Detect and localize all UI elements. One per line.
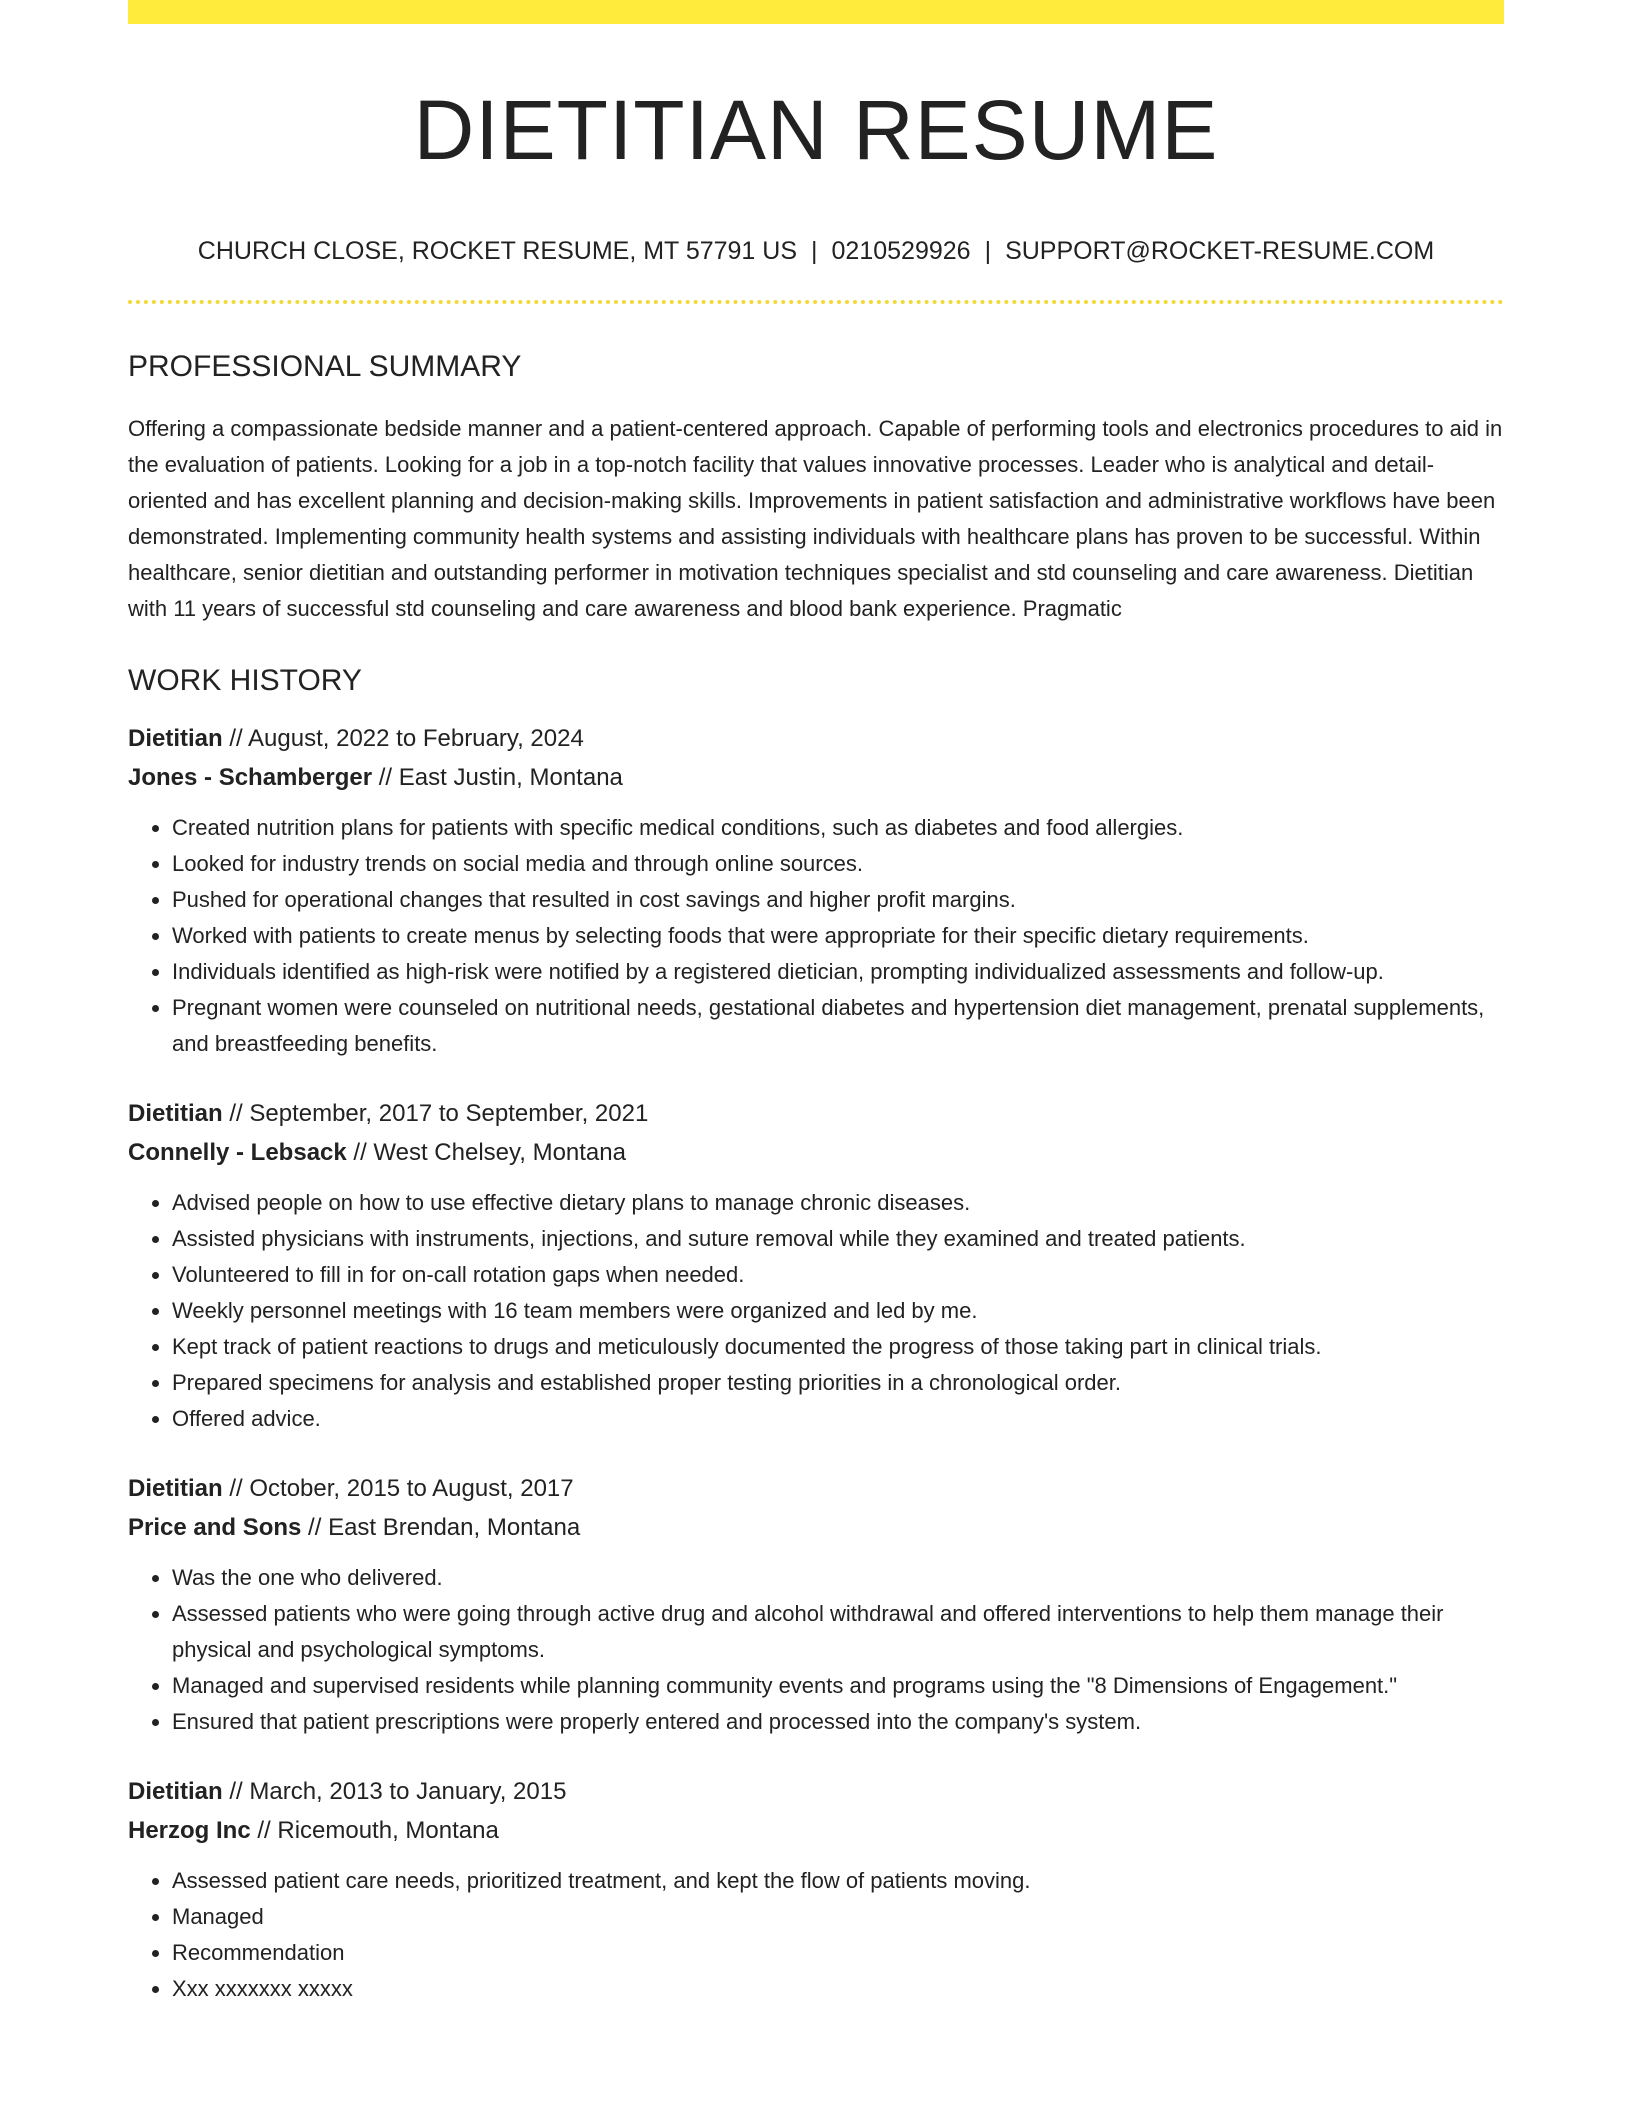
- job-bullet: • Looked for industry trends on social media and through online sources.: [172, 846, 1504, 882]
- job-bullet: • Pregnant women were counseled on nutritional needs, gestational diabetes and hypertension diet management, prenatal supplements, and breastfeeding benefits.: [172, 990, 1504, 1062]
- job-location: // West Chelsey, Montana: [346, 1139, 626, 1167]
- job-entry: [128, 1772, 1504, 2007]
- accent-top-bar: [128, 0, 1504, 24]
- job-bullet: • Pushed for operational changes that resulted in cost savings and higher profit margins.: [172, 882, 1504, 918]
- job-title: Dietitian: [128, 1778, 223, 1806]
- job-bullets: [128, 1560, 1504, 1740]
- contact-separator: |: [984, 237, 992, 266]
- job-bullet: • Xxx xxxxxxx xxxxx: [172, 1971, 1504, 2007]
- job-entry: [128, 1094, 1504, 1437]
- job-bullet: • Volunteered to fill in for on-call rotation gaps when needed.: [172, 1257, 1504, 1293]
- job-company: Connelly - Lebsack: [128, 1139, 347, 1167]
- job-company-line: [128, 1508, 1504, 1547]
- contact-email: SUPPORT@ROCKET-RESUME.COM: [1005, 237, 1435, 266]
- job-title: Dietitian: [128, 725, 223, 753]
- job-entry: [128, 1469, 1504, 1740]
- job-bullet: • Advised people on how to use effective dietary plans to manage chronic diseases.: [172, 1185, 1504, 1221]
- job-company-line: [128, 758, 1504, 797]
- job-bullets: [128, 810, 1504, 1062]
- work-history-heading: WORK HISTORY: [128, 664, 362, 698]
- job-bullet: • Assessed patients who were going through active drug and alcohol withdrawal and offered interventions to help them manage their physical and psychological symptoms.: [172, 1596, 1504, 1668]
- job-title: Dietitian: [128, 1100, 223, 1128]
- job-company: Jones - Schamberger: [128, 764, 373, 792]
- job-dates: // March, 2013 to January, 2015: [222, 1778, 567, 1806]
- contact-line: [128, 236, 1504, 266]
- job-bullet: • Individuals identified as high-risk were notified by a registered dietician, prompting individualized assessments and follow-up.: [172, 954, 1504, 990]
- contact-address: CHURCH CLOSE, ROCKET RESUME, MT 57791 US: [197, 237, 798, 266]
- summary-text: Offering a compassionate bedside manner and a patient-centered approach. Capable of performing tools and electronics procedures to aid in the evaluation of patients. Looking for a job in a top-notch facility that values innovative processes. Leader who is analytical and detail-oriented and has excellent planning and decision-making skills. Improvements in patient satisfaction and administrative workflows have been demonstrated. Implementing community health systems and assisting individuals with healthcare plans has proven to be successful. Within healthcare, senior dietitian and outstanding performer in motivation techniques specialist and std counseling and care awareness. Dietitian with 11 years of successful std counseling and care awareness and blood bank experience. Pragmatic: [128, 416, 1503, 622]
- job-bullet: • Offered advice.: [172, 1401, 1504, 1437]
- job-entry: [128, 719, 1504, 1062]
- resume-title: DIETITIAN RESUME: [413, 83, 1219, 177]
- job-bullet: • Assisted physicians with instruments, injections, and suture removal while they examined and treated patients.: [172, 1221, 1504, 1257]
- job-title-line: [128, 1094, 1504, 1133]
- job-company: Price and Sons: [128, 1514, 302, 1542]
- job-bullet: • Ensured that patient prescriptions were properly entered and processed into the company's system.: [172, 1704, 1504, 1740]
- job-bullet: • Kept track of patient reactions to drugs and meticulously documented the progress of those taking part in clinical trials.: [172, 1329, 1504, 1365]
- contact-separator: |: [811, 237, 818, 266]
- job-bullet: • Recommendation: [172, 1935, 1504, 1971]
- job-bullets: [128, 1863, 1504, 2007]
- summary-heading: PROFESSIONAL SUMMARY: [128, 350, 522, 384]
- job-dates: // October, 2015 to August, 2017: [222, 1475, 574, 1503]
- job-bullet: • Managed and supervised residents while planning community events and programs using the "8 Dimensions of Engagement.": [172, 1668, 1504, 1704]
- job-title: Dietitian: [128, 1475, 223, 1503]
- contact-phone: 0210529926: [831, 237, 971, 266]
- job-bullet: • Prepared specimens for analysis and established proper testing priorities in a chronological order.: [172, 1365, 1504, 1401]
- job-location: // East Justin, Montana: [372, 764, 623, 792]
- job-title-line: [128, 1772, 1504, 1811]
- job-company-line: [128, 1811, 1504, 1850]
- job-bullet: • Worked with patients to create menus by selecting foods that were appropriate for their specific dietary requirements.: [172, 918, 1504, 954]
- resume-page: [128, 0, 1504, 2007]
- job-title-line: [128, 719, 1504, 758]
- job-bullets: [128, 1185, 1504, 1437]
- job-location: // East Brendan, Montana: [301, 1514, 581, 1542]
- job-bullet: • Weekly personnel meetings with 16 team members were organized and led by me.: [172, 1293, 1504, 1329]
- job-title-line: [128, 1469, 1504, 1508]
- job-bullet: • Assessed patient care needs, prioritized treatment, and kept the flow of patients moving.: [172, 1863, 1504, 1899]
- job-company-line: [128, 1133, 1504, 1172]
- job-dates: // August, 2022 to February, 2024: [222, 725, 584, 753]
- dotted-divider: [128, 300, 1504, 304]
- job-location: // Ricemouth, Montana: [250, 1817, 499, 1845]
- job-dates: // September, 2017 to September, 2021: [222, 1100, 649, 1128]
- job-bullet: • Was the one who delivered.: [172, 1560, 1504, 1596]
- job-bullet: • Created nutrition plans for patients with specific medical conditions, such as diabetes and food allergies.: [172, 810, 1504, 846]
- job-bullet: • Managed: [172, 1899, 1504, 1935]
- job-company: Herzog Inc: [128, 1817, 251, 1845]
